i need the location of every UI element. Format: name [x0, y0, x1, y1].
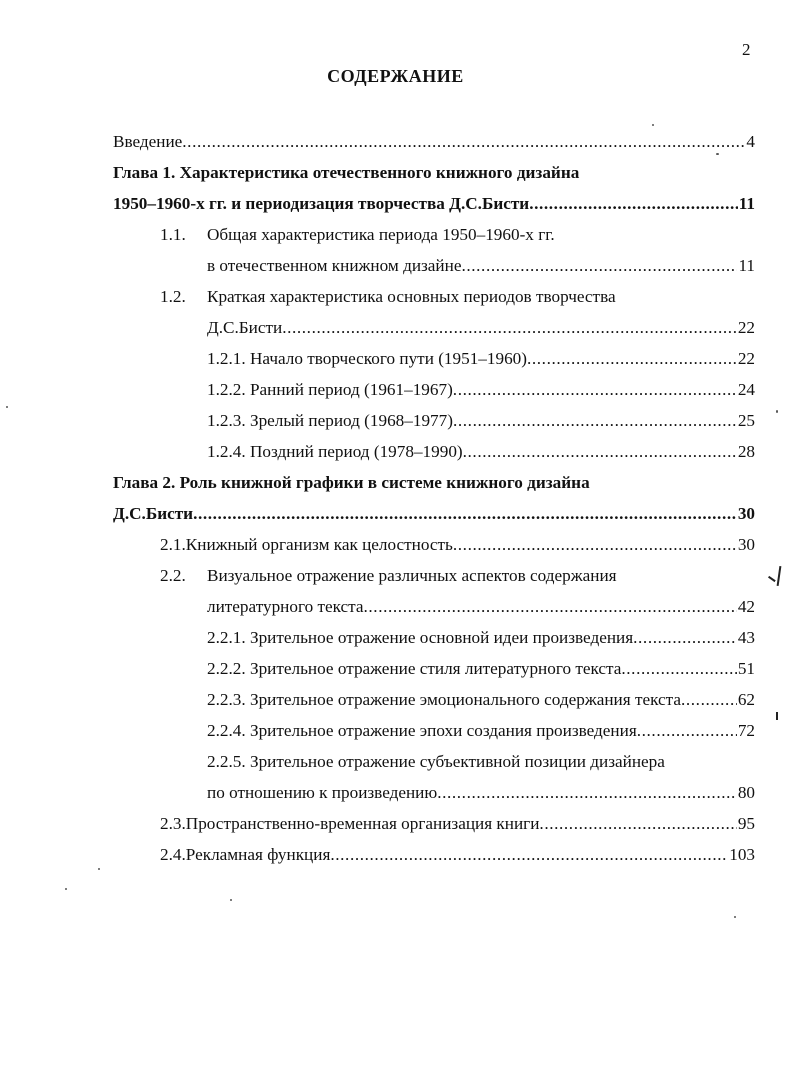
toc-entry-page: 22	[737, 318, 755, 337]
scan-mark	[777, 566, 782, 586]
toc-entry-title: 2.2.2. Зрительное отражение стиля литературного текста	[207, 659, 622, 678]
scan-mark	[776, 712, 778, 720]
toc-entry-page: 22	[737, 349, 755, 368]
toc-entry-title: 1.2.4. Поздний период (1978–1990)	[207, 442, 463, 461]
toc-entry	[113, 191, 755, 217]
toc-entry-page: 25	[737, 411, 755, 430]
dot-leader	[437, 780, 737, 806]
toc-entry-page: 103	[729, 845, 755, 864]
toc-entry-title: Рекламная функция	[185, 845, 331, 864]
toc-entry	[207, 687, 755, 713]
toc-entry-page: 11	[738, 194, 755, 213]
toc-entry-title: Глава 1. Характеристика отечественного книжного дизайна	[113, 163, 580, 182]
dot-leader	[453, 532, 737, 558]
toc-entry	[160, 563, 755, 589]
dot-leader	[282, 315, 737, 341]
toc-entry	[207, 656, 755, 682]
toc-entry	[113, 470, 755, 496]
scan-speck	[776, 410, 778, 413]
toc-entry-title: Введение	[113, 132, 183, 151]
toc-entry-title: 2.2.5. Зрительное отражение субъективной позиции дизайнера	[207, 752, 665, 771]
toc-entry-title: литературного текста	[207, 597, 364, 616]
toc-entry-title: Пространственно-временная организация книги	[185, 814, 540, 833]
toc-entry-title: по отношению к произведению	[207, 783, 438, 802]
toc-entry-title: Д.С.Бисти	[207, 318, 283, 337]
toc-entry-page: 95	[737, 814, 755, 833]
page-title: СОДЕРЖАНИЕ	[327, 66, 464, 86]
toc-entry	[207, 315, 755, 341]
toc-entry-page: 43	[737, 628, 755, 647]
toc-entry	[207, 253, 755, 279]
toc-entry-title: 2.2.3. Зрительное отражение эмоционального содержания текста	[207, 690, 681, 709]
dot-leader	[453, 408, 737, 434]
toc-entry-title: Глава 2. Роль книжной графики в системе книжного дизайна	[113, 473, 590, 492]
toc-entry	[160, 222, 755, 248]
dot-leader	[621, 656, 736, 682]
toc-entry-number: 2.1.	[160, 535, 186, 554]
dot-leader	[364, 594, 737, 620]
toc-entry-page: 30	[737, 535, 755, 554]
dot-leader	[461, 253, 737, 279]
toc-entry-title: в отечественном книжном дизайне	[207, 256, 462, 275]
toc-entry-page: 62	[737, 690, 755, 709]
toc-entry-page: 11	[738, 256, 755, 275]
toc-entry	[160, 842, 755, 868]
toc-entry-title: 1.2.2. Ранний период (1961–1967)	[207, 380, 453, 399]
toc-entry	[207, 749, 755, 775]
toc-entry-number: 1.1.	[160, 225, 186, 244]
page-number: 2	[742, 40, 751, 59]
toc-entry-title: 2.2.1. Зрительное отражение основной идеи произведения	[207, 628, 634, 647]
toc-entry-page: 72	[737, 721, 755, 740]
scan-speck	[652, 124, 654, 126]
toc-entry-title: Д.С.Бисти	[113, 504, 194, 523]
toc-entry	[113, 501, 755, 527]
scan-speck	[230, 899, 232, 901]
toc-entry	[207, 377, 755, 403]
toc-entry-page: 28	[737, 442, 755, 461]
toc-entry-page: 4	[746, 132, 755, 151]
toc-entry-title: Общая характеристика периода 1950–1960-х гг.	[207, 225, 555, 244]
toc-entry-title: Книжный организм как целостность	[185, 535, 453, 554]
toc-entry-page: 51	[737, 659, 755, 678]
toc-entry	[207, 780, 755, 806]
toc-entry	[207, 718, 755, 744]
toc-entry-page: 80	[737, 783, 755, 802]
toc-entry	[160, 532, 755, 558]
dot-leader	[453, 377, 737, 403]
dot-leader	[182, 129, 745, 155]
scan-speck	[65, 888, 67, 890]
dot-leader	[529, 191, 738, 217]
toc-entry	[207, 408, 755, 434]
dot-leader	[637, 718, 737, 744]
toc-entry	[207, 346, 755, 372]
dot-leader	[463, 439, 737, 465]
toc-entry	[113, 160, 755, 186]
toc-entry	[207, 625, 755, 651]
dot-leader	[539, 811, 736, 837]
toc-entry	[160, 284, 755, 310]
toc-entry-number: 2.4.	[160, 845, 186, 864]
dot-leader	[527, 346, 737, 372]
toc-entry	[207, 594, 755, 620]
toc-entry-title: 1.2.3. Зрелый период (1968–1977)	[207, 411, 453, 430]
toc-entry-title: 1.2.1. Начало творческого пути (1951–1960)	[207, 349, 527, 368]
toc-entry	[160, 811, 755, 837]
toc-entry	[113, 129, 755, 155]
toc-entry-title: Краткая характеристика основных периодов творчества	[207, 287, 616, 306]
toc-entry-title: 2.2.4. Зрительное отражение эпохи создания произведения	[207, 721, 637, 740]
toc-entry-title: 1950–1960-х гг. и периодизация творчества Д.С.Бисти	[113, 194, 530, 213]
scan-speck	[6, 406, 8, 408]
dot-leader	[681, 687, 737, 713]
dot-leader	[633, 625, 737, 651]
toc-entry-title: Визуальное отражение различных аспектов содержания	[207, 566, 617, 585]
toc-entry	[207, 439, 755, 465]
scan-speck	[734, 916, 736, 918]
toc-entry-page: 24	[737, 380, 755, 399]
dot-leader	[193, 501, 737, 527]
scan-speck	[716, 153, 719, 155]
scan-mark	[768, 576, 775, 582]
toc-entry-page: 30	[737, 504, 755, 523]
dot-leader	[330, 842, 728, 868]
toc-entry-page: 42	[737, 597, 755, 616]
scan-speck	[98, 868, 100, 870]
toc-entry-number: 2.3.	[160, 814, 186, 833]
toc-entry-number: 2.2.	[160, 566, 186, 585]
toc-entry-number: 1.2.	[160, 287, 186, 306]
